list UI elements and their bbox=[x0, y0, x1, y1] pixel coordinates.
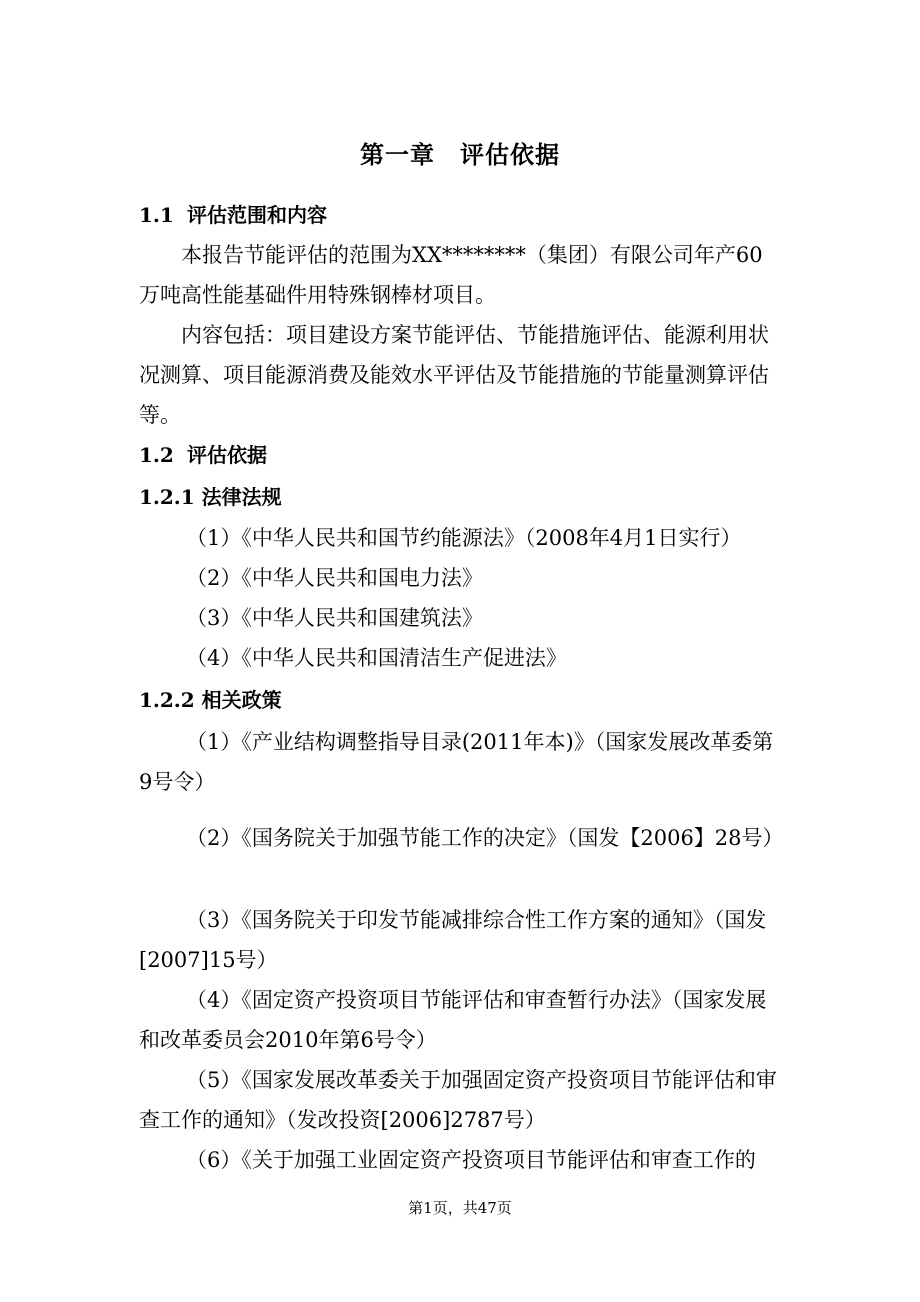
section-heading-1-1 bbox=[139, 195, 781, 235]
law-item: （2）《中华人民共和国电力法》 bbox=[186, 566, 483, 590]
content-paragraph: 内容包括：项目建设方案节能评估、节能措施评估、能源利用状况测算、项目能源消费及能效水平评估及节能措施的节能量测算评估等。 bbox=[139, 323, 769, 427]
section-number: 1.2 bbox=[139, 443, 174, 467]
subsection-heading-laws: 1.2.1 法律法规 bbox=[139, 485, 282, 509]
law-item: （4）《中华人民共和国清洁生产促进法》 bbox=[186, 646, 567, 670]
policy-item: （4）《固定资产投资项目节能评估和审查暂行办法》（国家发展和改革委员会2010年第6号令） bbox=[139, 988, 767, 1052]
policy-item: （3）《国务院关于印发节能减排综合性工作方案的通知》（国发[2007]15号） bbox=[139, 908, 767, 972]
section-heading-1-2 bbox=[139, 435, 781, 475]
policy-item: （2）《国务院关于加强节能工作的决定》（国发【2006】28号） bbox=[186, 826, 784, 850]
section-title: 评估范围和内容 bbox=[187, 203, 327, 227]
page-footer: 第1页，共47页 bbox=[408, 1199, 512, 1217]
policy-item: （6）《关于加强工业固定资产投资项目节能评估和审查工作的 bbox=[186, 1148, 756, 1172]
scope-paragraph: 本报告节能评估的范围为XX********（集团）有限公司年产60万吨高性能基础件用特殊钢棒材项目。 bbox=[139, 243, 763, 307]
law-item: （3）《中华人民共和国建筑法》 bbox=[186, 606, 483, 630]
subsection-heading-policies: 1.2.2 相关政策 bbox=[139, 688, 282, 712]
section-title: 评估依据 bbox=[187, 443, 267, 467]
chapter-title: 第一章 评估依据 bbox=[360, 140, 560, 169]
policy-item: （5）《国家发展改革委关于加强固定资产投资项目节能评估和审查工作的通知》（发改投资[2006]2787号） bbox=[139, 1068, 777, 1132]
law-item: （1）《中华人民共和国节约能源法》（2008年4月1日实行） bbox=[186, 526, 742, 550]
policy-item: （1）《产业结构调整指导目录(2011年本)》（国家发展改革委第9号令） bbox=[139, 730, 774, 794]
section-number: 1.1 bbox=[139, 203, 174, 227]
